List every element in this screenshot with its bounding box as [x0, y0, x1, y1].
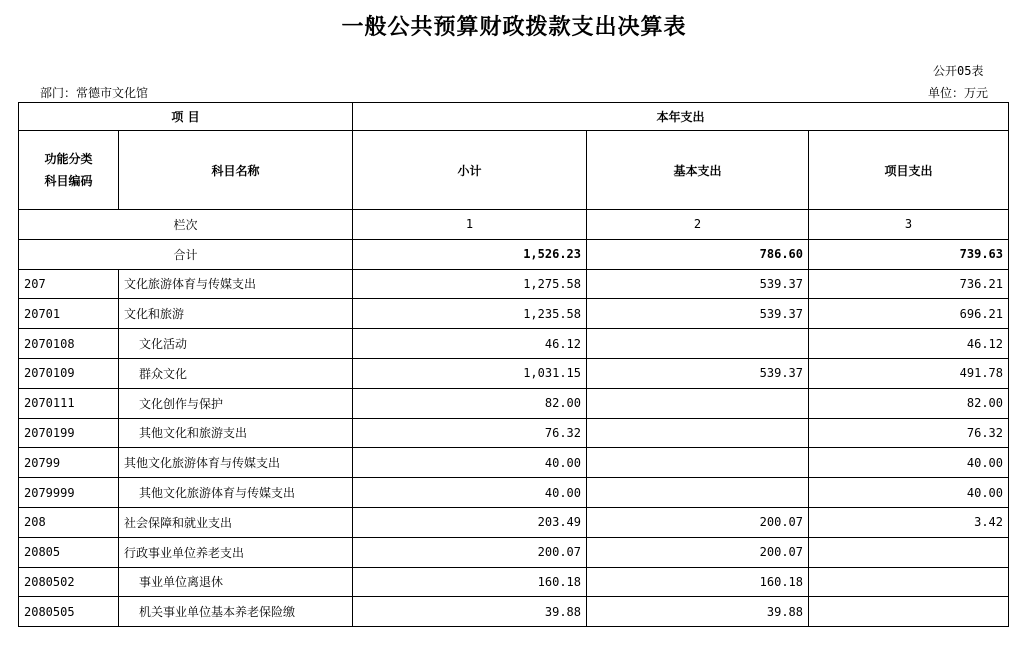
- row-basic: [587, 418, 809, 448]
- row-subtotal: 76.32: [353, 418, 587, 448]
- row-code: 2079999: [19, 478, 119, 508]
- row-name: 其他文化旅游体育与传媒支出: [119, 448, 353, 478]
- table-row: [19, 597, 1009, 627]
- header-code: [19, 131, 119, 210]
- row-project: 76.32: [809, 418, 1009, 448]
- row-subtotal: 46.12: [353, 329, 587, 359]
- header-code-line2: 科目编码: [44, 174, 93, 188]
- expenditure-table: [18, 102, 1009, 627]
- row-code: 2080502: [19, 567, 119, 597]
- row-subtotal: 1,275.58: [353, 269, 587, 299]
- header-code-line1: 功能分类: [44, 152, 93, 166]
- row-subtotal: 200.07: [353, 537, 587, 567]
- row-name: 文化活动: [119, 329, 353, 359]
- row-code: 20799: [19, 448, 119, 478]
- row-project: 40.00: [809, 448, 1009, 478]
- table-row: [19, 537, 1009, 567]
- row-basic: 39.88: [587, 597, 809, 627]
- table-row: [19, 478, 1009, 508]
- row-basic: 539.37: [587, 358, 809, 388]
- row-name: 其他文化旅游体育与传媒支出: [119, 478, 353, 508]
- header-project: 项目支出: [809, 131, 1009, 210]
- row-name: 机关事业单位基本养老保险缴: [119, 597, 353, 627]
- row-project: 696.21: [809, 299, 1009, 329]
- header-basic: 基本支出: [587, 131, 809, 210]
- row-subtotal: 82.00: [353, 388, 587, 418]
- row-name: 其他文化和旅游支出: [119, 418, 353, 448]
- form-number: 公开05表: [933, 64, 984, 78]
- total-basic: 786.60: [587, 239, 809, 269]
- row-name: 文化旅游体育与传媒支出: [119, 269, 353, 299]
- row-code: 2070111: [19, 388, 119, 418]
- table-row: [19, 299, 1009, 329]
- row-code: 2070109: [19, 358, 119, 388]
- column-index-label: 栏次: [19, 210, 353, 240]
- row-code: 20701: [19, 299, 119, 329]
- row-name: 社会保障和就业支出: [119, 507, 353, 537]
- row-code: 20805: [19, 537, 119, 567]
- total-project: 739.63: [809, 239, 1009, 269]
- row-code: 207: [19, 269, 119, 299]
- header-item: 项 目: [19, 103, 353, 131]
- row-subtotal: 40.00: [353, 448, 587, 478]
- row-name: 文化创作与保护: [119, 388, 353, 418]
- row-name: 文化和旅游: [119, 299, 353, 329]
- row-project: [809, 597, 1009, 627]
- table-row: [19, 567, 1009, 597]
- row-code: 208: [19, 507, 119, 537]
- column-index-row: [19, 210, 1009, 240]
- table-row: [19, 448, 1009, 478]
- table-row: [19, 388, 1009, 418]
- total-row: [19, 239, 1009, 269]
- row-basic: [587, 329, 809, 359]
- row-basic: [587, 478, 809, 508]
- row-code: 2080505: [19, 597, 119, 627]
- header-subtotal: 小计: [353, 131, 587, 210]
- row-subtotal: 39.88: [353, 597, 587, 627]
- table-row: [19, 507, 1009, 537]
- row-subtotal: 203.49: [353, 507, 587, 537]
- row-project: [809, 537, 1009, 567]
- row-subtotal: 160.18: [353, 567, 587, 597]
- table-row: [19, 269, 1009, 299]
- data-rows: [19, 269, 1009, 627]
- row-basic: 539.37: [587, 299, 809, 329]
- row-project: 46.12: [809, 329, 1009, 359]
- row-basic: 200.07: [587, 507, 809, 537]
- column-index-2: 2: [587, 210, 809, 240]
- row-subtotal: 40.00: [353, 478, 587, 508]
- row-subtotal: 1,235.58: [353, 299, 587, 329]
- row-code: 2070108: [19, 329, 119, 359]
- table-row: [19, 418, 1009, 448]
- table-row: [19, 358, 1009, 388]
- row-name: 事业单位离退休: [119, 567, 353, 597]
- row-basic: [587, 388, 809, 418]
- header-row-1: [19, 103, 1009, 131]
- total-label: 合计: [19, 239, 353, 269]
- row-project: 82.00: [809, 388, 1009, 418]
- row-name: 群众文化: [119, 358, 353, 388]
- row-basic: 539.37: [587, 269, 809, 299]
- column-index-3: 3: [809, 210, 1009, 240]
- row-subtotal: 1,031.15: [353, 358, 587, 388]
- column-index-1: 1: [353, 210, 587, 240]
- header-name: 科目名称: [119, 131, 353, 210]
- row-project: 736.21: [809, 269, 1009, 299]
- row-basic: 160.18: [587, 567, 809, 597]
- row-project: 40.00: [809, 478, 1009, 508]
- department-label: 部门：常德市文化馆: [40, 86, 149, 100]
- row-project: 491.78: [809, 358, 1009, 388]
- row-basic: [587, 448, 809, 478]
- header-row-2: [19, 131, 1009, 210]
- row-project: 3.42: [809, 507, 1009, 537]
- table-row: [19, 329, 1009, 359]
- report-title: 一般公共预算财政拨款支出决算表: [341, 14, 687, 40]
- header-current-year: 本年支出: [353, 103, 1009, 131]
- row-basic: 200.07: [587, 537, 809, 567]
- unit-label: 单位：万元: [928, 86, 989, 100]
- total-subtotal: 1,526.23: [353, 239, 587, 269]
- row-code: 2070199: [19, 418, 119, 448]
- row-name: 行政事业单位养老支出: [119, 537, 353, 567]
- row-project: [809, 567, 1009, 597]
